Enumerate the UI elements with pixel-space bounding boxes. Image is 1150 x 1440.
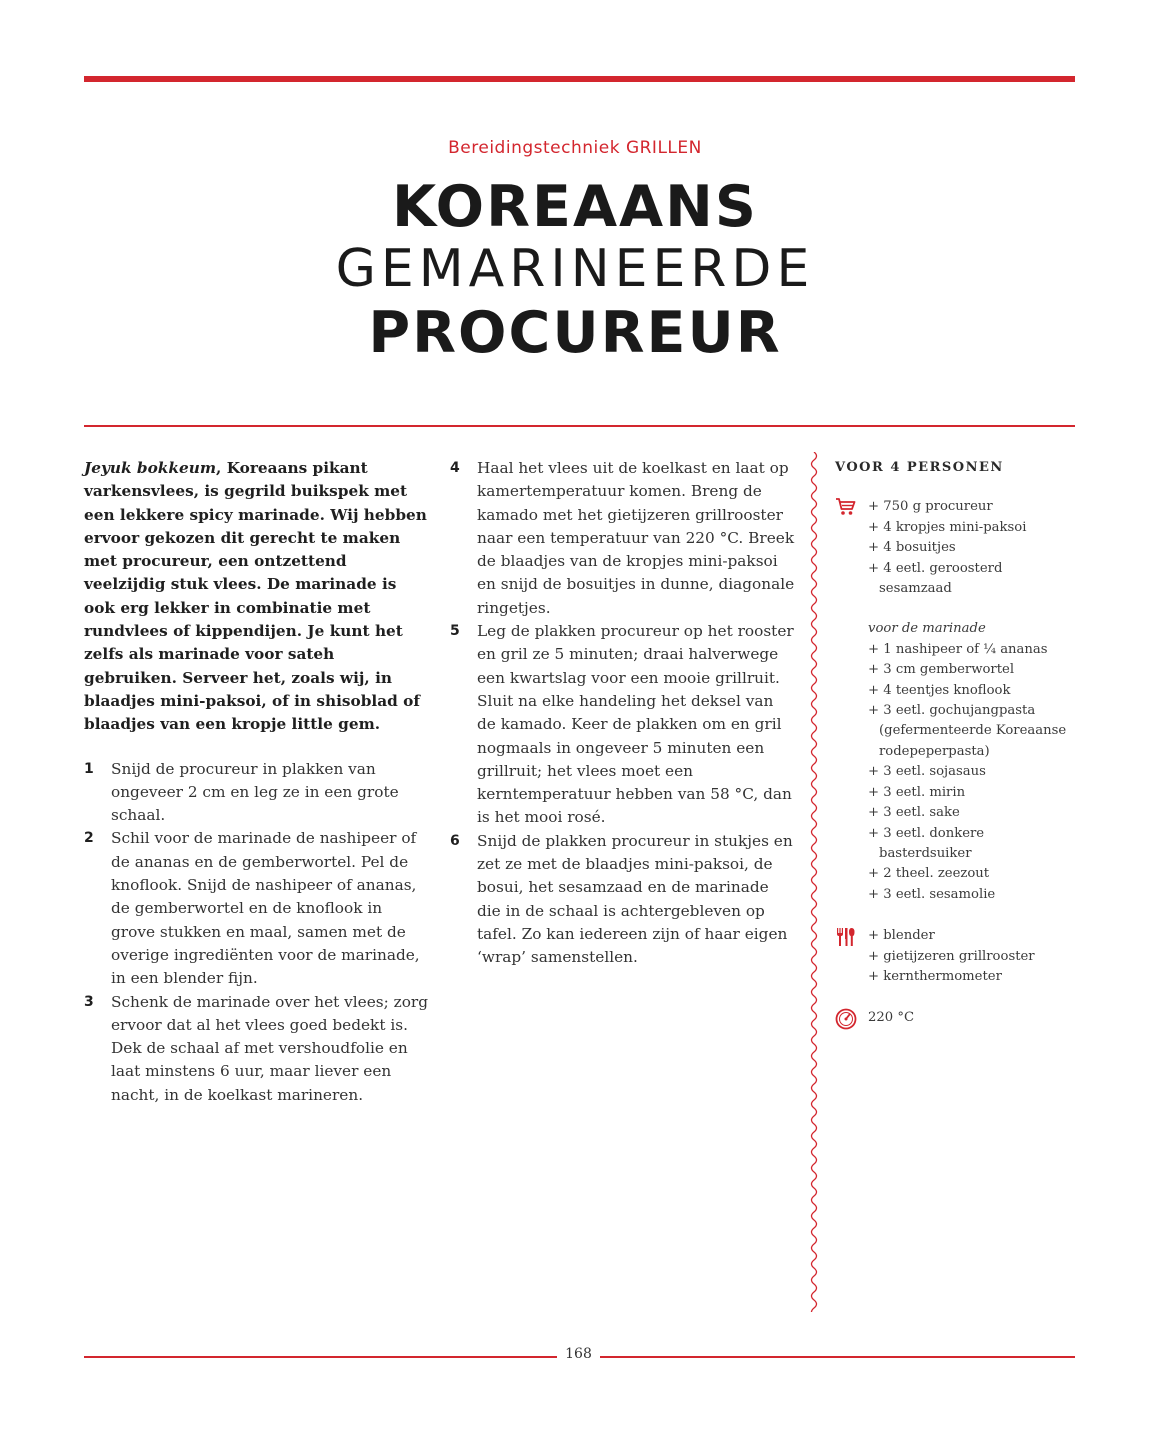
equipment-item: + gietijzeren grillrooster (868, 948, 1035, 964)
section-divider (84, 425, 1075, 427)
intro-lead: Jeyuk bokkeum (84, 459, 217, 477)
intro-paragraph (84, 457, 429, 737)
temperature-group (835, 1008, 1075, 1028)
ingredients-group (835, 497, 1075, 905)
ingredient-item: + 4 eetl. geroosterd sesamzaad (868, 560, 1003, 597)
step-3 (84, 991, 429, 1107)
step-number: 5 (450, 623, 460, 640)
equipment-group (835, 926, 1075, 987)
step-1 (84, 758, 429, 828)
step-number: 1 (84, 760, 94, 777)
marinade-item: + 3 eetl. sake (868, 805, 960, 821)
step-text: Schil voor de marinade de nashipeer of de ananas en de gemberwortel. Pel de knoflook. Snijd de nashipeer of ananas, de gemberwortel en de knoflook in grove stukken en maal, samen met de overige ingrediënten voor de marinade, in een blender fijn. (111, 829, 420, 988)
step-text: Haal het vlees uit de koelkast en laat op kamertemperatuur komen. Breng de kamado met het gietijzeren grillrooster naar een temperatuur van 220 °C. Breek de blaadjes van de kropjes mini-paksoi en snijd de bosuitjes in dunne, diagonale ringetjes. (477, 459, 795, 617)
step-5 (450, 620, 795, 830)
cutlery-icon (835, 926, 857, 955)
ingredient-item: + 4 kropjes mini-paksoi (868, 519, 1027, 535)
ingredients-sidebar (835, 458, 1075, 1050)
equipment-list (868, 926, 1075, 987)
equipment-item: + blender (868, 928, 935, 944)
marinade-item: + 3 cm gemberwortel (868, 662, 1015, 678)
step-text: Snijd de plakken procureur in stukjes en zet ze met de blaadjes mini-paksoi, de bosui, het sesamzaad en de marinade die in de schaal is achtergebleven op tafel. Zo kan iedereen zijn of haar eigen ‘wrap’ samenstellen. (477, 831, 793, 967)
step-number: 4 (450, 460, 460, 476)
marinade-item: + 4 teentjes knoflook (868, 682, 1011, 698)
technique-kicker: Bereidingstechniek GRILLEN (448, 138, 702, 158)
title-line-1: KOREAANS (392, 174, 758, 240)
marinade-item: + 1 nashipeer of ¼ ananas (868, 641, 1048, 657)
step-text: Leg de plakken procureur op het rooster en gril ze 5 minuten; draai halverwege een kwartslag voor een mooie grillruit. Sluit na elke handeling het deksel van de kamado. Keer de plakken om en gril nogmaals in ongeveer 5 minuten een grillruit; het vlees moet een kerntemperatuur hebben van 58 °C, dan is het mooi rosé. (477, 622, 794, 827)
step-number: 6 (450, 832, 460, 849)
marinade-item: + 3 eetl. sesamolie (868, 886, 996, 902)
marinade-item: + 2 theel. zeezout (868, 866, 990, 882)
column-middle (450, 457, 795, 970)
step-2 (84, 827, 429, 990)
step-6 (450, 830, 795, 970)
step-4 (450, 457, 795, 620)
equipment-item: + kernthermometer (868, 968, 1002, 984)
wavy-divider (808, 452, 820, 1312)
servings-heading: VOOR 4 PERSONEN (835, 460, 1004, 475)
column-left (84, 457, 429, 1107)
marinade-item: + 3 eetl. gochujangpasta (gefermenteerde Koreaanse rodepeperpasta) (868, 703, 1067, 759)
ingredient-item: + 750 g procureur (868, 499, 993, 515)
intro-text: , Koreaans pikant varkensvlees, is gegrild buikspek met een lekkere spicy marinade. Wij hebben ervoor gekozen dit gerecht te maken met procureur, een ontzettend veelzijdig stuk vlees. De marinade is ook erg lekker in combinatie met rundvlees of kippendijen. Je kunt het zelfs als marinade voor sateh gebruiken. Serveer het, zoals wij, in blaadjes mini-paksoi, of in shisoblad of blaadjes van een kropje little gem. (84, 459, 427, 734)
marinade-item: + 3 eetl. mirin (868, 784, 966, 800)
thermometer-dial-icon (835, 1008, 857, 1037)
shopping-cart-icon (835, 497, 857, 524)
marinade-subheading: voor de marinade (868, 621, 986, 637)
top-red-rule (84, 76, 1075, 82)
marinade-item: + 3 eetl. donkere basterdsuiker (868, 825, 985, 861)
step-number: 2 (84, 830, 94, 847)
title-line-2: GEMARINEERDE (335, 239, 815, 299)
step-text: Snijd de procureur in plakken van ongeveer 2 cm en leg ze in een grote schaal. (111, 759, 399, 825)
step-text: Schenk de marinade over het vlees; zorg ervoor dat al het vlees goed bedekt is. Dek de schaal af met vershoudfolie en laat minstens 6 uur, maar liever een nacht, in de koelkast marineren. (111, 992, 429, 1104)
temperature-value: 220 °C (868, 1010, 915, 1026)
ingredient-item: + 4 bosuitjes (868, 540, 956, 556)
marinade-item: + 3 eetl. sojasaus (868, 764, 986, 780)
page-number: 168 (565, 1346, 592, 1362)
footer-rule-right (600, 1356, 1075, 1358)
step-number: 3 (84, 993, 94, 1010)
footer-rule-left (84, 1356, 557, 1358)
ingredient-list (868, 497, 1075, 599)
marinade-list (868, 640, 1075, 905)
title-line-3: PROCUREUR (368, 300, 782, 366)
